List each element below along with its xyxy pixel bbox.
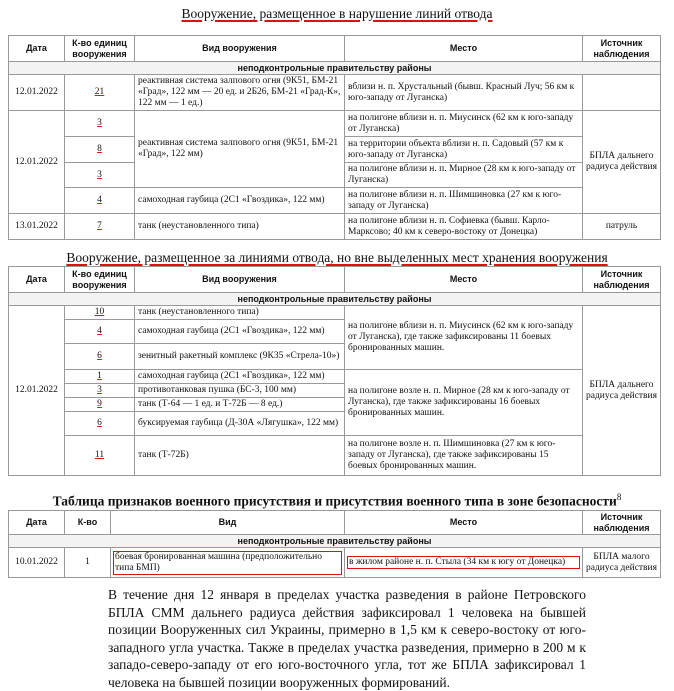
cell-qty: 1 [65, 548, 111, 578]
zone-label: неподконтрольные правительству районы [9, 62, 661, 75]
table-military-presence [8, 510, 661, 578]
section1-title: Вооружение, размещенное в нарушение линий отвода [181, 6, 493, 21]
col-source: Источник наблюдения [583, 267, 661, 293]
col-date: Дата [9, 267, 65, 293]
cell-type: самоходная гаубица (2С1 «Гвоздика», 122 мм) [135, 188, 345, 214]
cell-place: на полигоне вблизи н. п. Шимшиновка (27 км к юго-западу от Луганска) [345, 188, 583, 214]
col-place: Место [345, 511, 583, 535]
cell-qty: 4 [97, 326, 102, 337]
cell-source: БПЛА дальнего радиуса действия [583, 306, 661, 476]
cell-qty: 3 [97, 118, 102, 129]
cell-place: в жилом районе н. п. Стыла (34 км к югу от Донецка) [347, 556, 580, 569]
cell-place: на полигоне вблизи н. п. Миусинск (62 км к юго-западу от Луганска) [345, 111, 583, 137]
cell-place: на полигоне возле н. п. Мирное (28 км к юго-западу от Луганска), где также зафиксированы 16 боевых бронированных машин. [345, 370, 583, 436]
cell-date: 12.01.2022 [9, 75, 65, 111]
table-row [9, 370, 661, 384]
cell-place: вблизи н. п. Хрустальный (бывш. Красный Луч; 56 км к юго-западу от Луганска) [345, 75, 583, 111]
cell-type: танк (неустановленного типа) [135, 214, 345, 240]
col-qty: К-во единиц вооружения [65, 267, 135, 293]
cell-qty: 21 [94, 87, 105, 98]
cell-type: зенитный ракетный комплекс (9К35 «Стрела-10») [135, 344, 345, 370]
table-ceasefire-violations [8, 35, 661, 240]
cell-place: на территории объекта вблизи н. п. Садовый (57 км к юго-западу от Луганска) [345, 137, 583, 163]
footnote-marker: 8 [616, 492, 622, 502]
cell-place: на полигоне вблизи н. п. Мирное (28 км к юго-западу от Луганска) [345, 163, 583, 188]
section2-title: Вооружение, размещенное за линиями отвода, но вне выделенных мест хранения вооружения [66, 250, 608, 265]
col-type: Вид вооружения [135, 36, 345, 62]
cell-qty: 6 [97, 418, 102, 429]
col-place: Место [345, 267, 583, 293]
table-row [9, 111, 661, 137]
cell-place: на полигоне вблизи н. п. Миусинск (62 км к юго-западу от Луганска), где также зафиксированы 11 боевых бронированных машин. [345, 306, 583, 370]
zone-label: неподконтрольные правительству районы [9, 535, 661, 548]
table-row [9, 214, 661, 240]
cell-source: патруль [583, 214, 661, 240]
col-place: Место [345, 36, 583, 62]
cell-type: реактивная система залпового огня (9К51, БМ-21 «Град», 122 мм) [135, 111, 345, 188]
col-qty: К-во единиц вооружения [65, 36, 135, 62]
col-type: Вид вооружения [135, 267, 345, 293]
cell-type: противотанковая пушка (БС-3, 100 мм) [135, 384, 345, 398]
cell-type: самоходная гаубица (2С1 «Гвоздика», 122 мм) [135, 370, 345, 384]
cell-source: БПЛА малого радиуса действия [583, 548, 661, 578]
col-type: Вид [111, 511, 345, 535]
cell-qty: 3 [97, 169, 102, 180]
col-date: Дата [9, 511, 65, 535]
zone-label: неподконтрольные правительству районы [9, 293, 661, 306]
cell-type: боевая бронированная машина (предположительно типа БМП) [113, 551, 342, 575]
cell-type: танк (Т-72Б) [135, 436, 345, 476]
cell-type: буксируемая гаубица (Д-30А «Лягушка», 122 мм) [135, 412, 345, 436]
cell-place: на полигоне возле н. п. Шимшиновка (27 км к юго-западу от Луганска), где также зафиксированы 15 боевых бронированных машин. [345, 436, 583, 476]
cell-qty: 4 [97, 195, 102, 206]
table-row [9, 188, 661, 214]
cell-qty: 8 [97, 144, 102, 155]
cell-date: 10.01.2022 [9, 548, 65, 578]
table-row [9, 548, 661, 578]
cell-qty: 11 [94, 450, 105, 461]
cell-date: 13.01.2022 [9, 214, 65, 240]
cell-type: танк (неустановленного типа) [135, 306, 345, 320]
narrative-paragraph: В течение дня 12 января в пределах участка разведения в районе Петровского БПЛА СММ дальнего радиуса действия зафиксировал 1 человека на бывшей позиции Вооруженных сил Украины, примерно в 1,5 км к северо-востоку от юго-западного угла участка. Также в пределах участка разведения, примерно в 200 м к западо-северо-западу от его юго-восточного угла, тот же БПЛА зафиксировал 1 человека на бывшей позиции вооруженных формирований. [108, 587, 586, 690]
table-row [9, 75, 661, 111]
cell-type: реактивная система залпового огня (9К51, БМ-21 «Град», 122 мм — 20 ед. и 2Б26, БМ-21 «Град-К», 122 мм — 1 ед.) [135, 75, 345, 111]
cell-qty: 10 [94, 307, 105, 318]
cell-date: 12.01.2022 [9, 111, 65, 214]
table-outside-storage [8, 266, 661, 476]
section3-title: Таблица признаков военного присутствия и присутствия военного типа в зоне безопасности$^8$ [52, 492, 622, 509]
cell-source: БПЛА дальнего радиуса действия [583, 111, 661, 214]
cell-type: танк (Т-64 — 1 ед. и Т-72Б — 8 ед.) [135, 398, 345, 412]
cell-qty: 6 [97, 351, 102, 362]
table-row [9, 436, 661, 476]
cell-date: 12.01.2022 [9, 306, 65, 476]
col-source: Источник наблюдения [583, 511, 661, 535]
cell-qty: 9 [97, 399, 102, 410]
col-source: Источник наблюдения [583, 36, 661, 62]
cell-qty: 3 [97, 385, 102, 396]
cell-qty: 1 [97, 371, 102, 382]
cell-type: самоходная гаубица (2С1 «Гвоздика», 122 мм) [135, 320, 345, 344]
cell-qty: 7 [97, 221, 102, 232]
col-qty: К-во [65, 511, 111, 535]
cell-place: на полигоне вблизи н. п. Софиевка (бывш. Карло-Марксово; 40 км к северо-востоку от Донецка) [345, 214, 583, 240]
col-date: Дата [9, 36, 65, 62]
table-row [9, 306, 661, 320]
